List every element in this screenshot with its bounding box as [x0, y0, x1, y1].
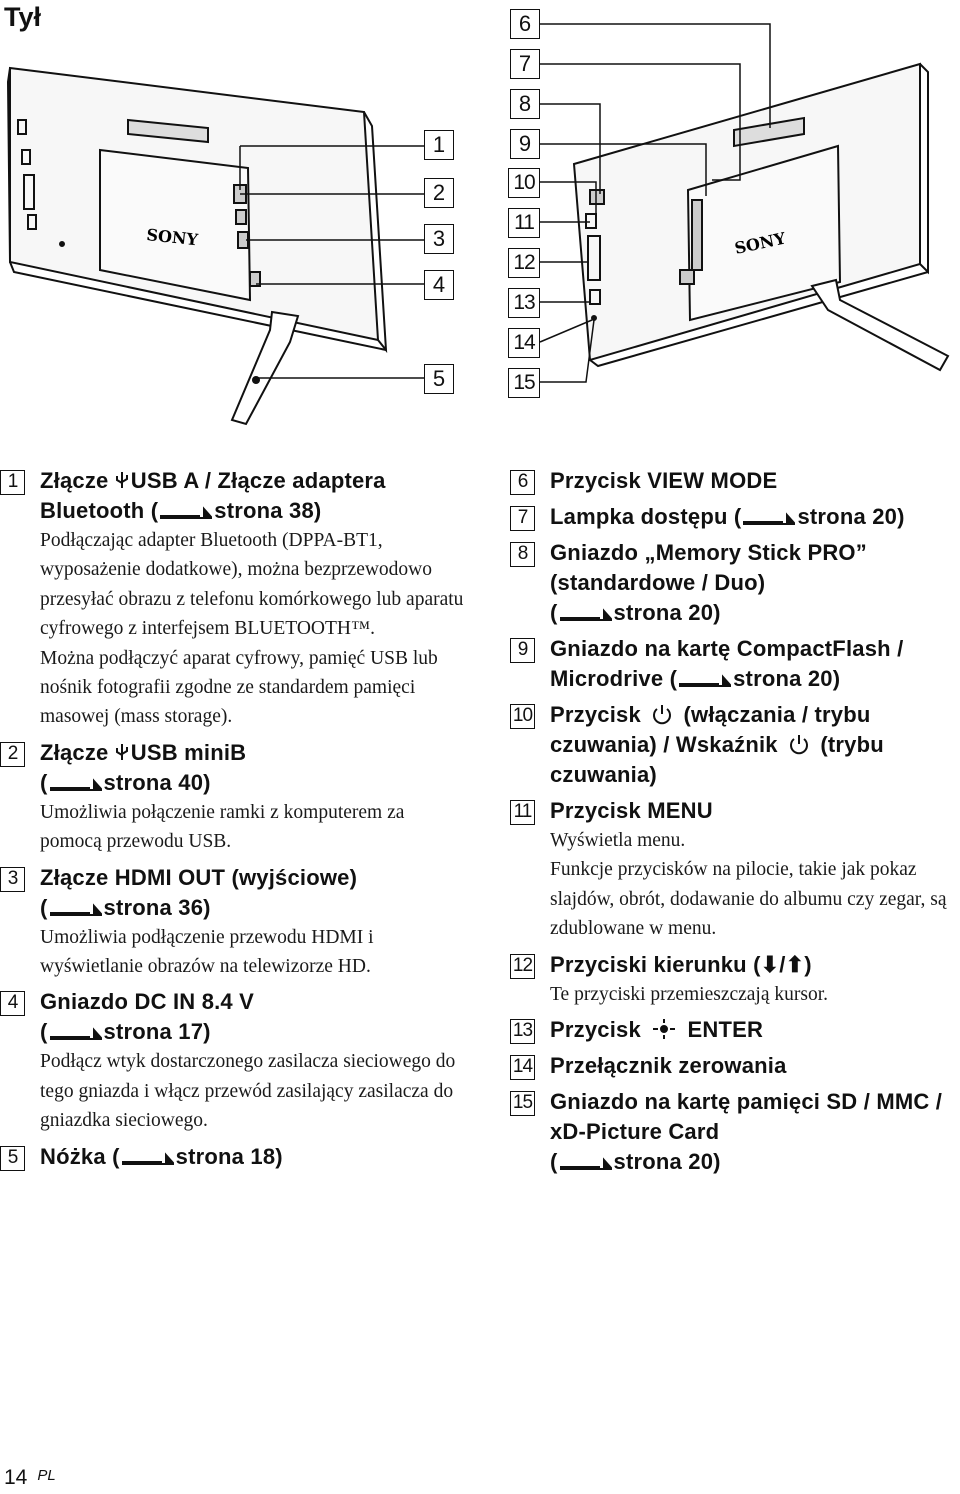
- callout-15: 15: [508, 368, 540, 398]
- page-reference-arrow-icon: [122, 1151, 174, 1165]
- rear-view-illustration: [0, 0, 960, 440]
- item-number: 14: [510, 1055, 535, 1080]
- item-number: 13: [510, 1019, 535, 1044]
- item-9: [510, 634, 960, 694]
- item-title: Gniazdo DC IN 8.4 V: [40, 989, 255, 1015]
- item-description: Wyświetla menu.: [550, 830, 686, 851]
- item-title: Przełącznik zerowania: [550, 1053, 787, 1079]
- page-reference-arrow-icon: [50, 1026, 102, 1040]
- callout-4: 4: [424, 270, 454, 300]
- item-title: Złącze HDMI OUT (wyjściowe): [40, 864, 358, 890]
- item-title: Gniazdo na kartę CompactFlash / Microdrive ( strona 20): [550, 636, 904, 691]
- item-13: [510, 1015, 960, 1045]
- page-footer: [4, 1466, 56, 1490]
- item-3: [0, 863, 470, 982]
- power-icon: [788, 733, 810, 755]
- page-number: 14: [4, 1466, 28, 1489]
- item-title-reference: ( strona 40): [40, 769, 211, 795]
- item-number: 7: [510, 506, 535, 531]
- usb-icon: [115, 470, 129, 490]
- item-title: Przycisk VIEW MODE: [550, 468, 778, 493]
- item-8: [510, 538, 960, 628]
- callout-7: 7: [510, 49, 540, 79]
- callout-3: 3: [424, 224, 454, 254]
- item-description: Funkcje przycisków na pilocie, takie jak pokaz slajdów, obrót, dodawanie do albumu czy zegar, są zdublowane w menu.: [550, 859, 947, 940]
- item-number: 5: [0, 1146, 25, 1171]
- callout-6: 6: [510, 9, 540, 39]
- callout-10: 10: [508, 168, 540, 198]
- item-description: Podłącz wtyk dostarczonego zasilacza sieciowego do tego gniazda i włącz przewód zasilający zasilacza do gniazdka sieciowego.: [40, 1051, 456, 1132]
- item-12: [510, 950, 960, 1009]
- item-number: 9: [510, 638, 535, 663]
- callout-2: 2: [424, 178, 454, 208]
- right-stand: [812, 280, 948, 370]
- item-number: 4: [0, 991, 25, 1016]
- item-description: Te przyciski przemieszczają kursor.: [550, 983, 829, 1005]
- enter-icon: [651, 1018, 677, 1040]
- page-reference-arrow-icon: [50, 902, 102, 916]
- callout-14: 14: [508, 328, 540, 358]
- page-reference-arrow-icon: [160, 505, 212, 519]
- item-number: 10: [510, 704, 535, 729]
- item-description: Podłączając adapter Bluetooth (DPPA-BT1, wyposażenie dodatkowe), można bezprzewodowo przesyłać obrazu z telefonu komórkowego lub aparatu cyfrowego z interfejsem BLUETOOTH™.: [40, 530, 464, 640]
- item-title: Przycisk MENU: [550, 798, 713, 823]
- item-title: Złącze USB A / Złącze adaptera Bluetooth ( strona 38): [40, 468, 386, 523]
- item-15: [510, 1087, 960, 1177]
- callout-9: 9: [510, 129, 540, 159]
- usb-icon: [115, 742, 129, 762]
- callout-5: 5: [424, 364, 454, 394]
- item-title: Przycisk (włączania / trybu czuwania) / Wskaźnik (trybu czuwania): [550, 702, 884, 787]
- item-number: 6: [510, 470, 535, 495]
- item-title-reference: ( strona 20): [550, 1149, 721, 1175]
- item-number: 15: [510, 1091, 535, 1116]
- item-5: [0, 1142, 470, 1172]
- item-title: Złącze USB miniB: [40, 739, 247, 765]
- item-number: 12: [510, 954, 535, 979]
- page-reference-arrow-icon: [560, 607, 612, 621]
- left-column: [0, 466, 470, 1172]
- item-title-reference: ( strona 17): [40, 1019, 211, 1045]
- left-stand: [232, 312, 298, 424]
- item-title: Gniazdo „Memory Stick PRO” (standardowe / Duo): [550, 540, 867, 595]
- item-description: Można podłączyć aparat cyfrowy, pamięć USB lub nośnik fotografii zgodne ze standardem pamięci masowej (mass storage).: [40, 647, 438, 728]
- page-reference-arrow-icon: [743, 511, 795, 525]
- page-reference-arrow-icon: [679, 673, 731, 687]
- item-description: Umożliwia podłączenie przewodu HDMI i wyświetlanie obrazów na telewizorze HD.: [40, 926, 374, 978]
- item-4: [0, 987, 470, 1135]
- callout-13: 13: [508, 288, 540, 318]
- item-14: [510, 1051, 960, 1081]
- item-title: Nóżka ( strona 18): [40, 1143, 283, 1169]
- item-title-reference: ( strona 20): [550, 600, 721, 625]
- frame-drawing: [0, 0, 960, 440]
- item-title: Lampka dostępu ( strona 20): [550, 504, 905, 529]
- item-number: 3: [0, 867, 25, 892]
- callout-11: 11: [508, 208, 540, 238]
- item-title: Przycisk ENTER: [550, 1017, 764, 1043]
- item-description: Umożliwia połączenie ramki z komputerem za pomocą przewodu USB.: [40, 801, 405, 853]
- right-sony-logo: SONY: [732, 228, 788, 258]
- item-2: [0, 738, 470, 857]
- item-number: 8: [510, 542, 535, 567]
- page-reference-arrow-icon: [50, 777, 102, 791]
- callout-8: 8: [510, 89, 540, 119]
- item-11: [510, 796, 960, 944]
- item-7: [510, 502, 960, 532]
- item-number: 11: [510, 800, 535, 825]
- page-reference-arrow-icon: [560, 1156, 612, 1170]
- left-sony-logo: SONY: [145, 225, 199, 250]
- callout-12: 12: [508, 248, 540, 278]
- right-column: [510, 466, 960, 1177]
- direction-arrows: ⬇/⬆: [760, 951, 805, 977]
- item-number: 2: [0, 742, 25, 767]
- page-heading: Tył: [4, 2, 42, 32]
- language-code: PL: [37, 1467, 56, 1484]
- item-title: Przyciski kierunku (⬇/⬆): [550, 951, 812, 977]
- item-title: Gniazdo na kartę pamięci SD / MMC / xD-Picture Card: [550, 1089, 943, 1145]
- power-icon: [651, 703, 673, 725]
- item-1: [0, 466, 470, 732]
- item-number: 1: [0, 470, 25, 495]
- item-6: [510, 466, 960, 496]
- item-title-reference: ( strona 36): [40, 894, 211, 920]
- callout-1: 1: [424, 130, 454, 160]
- item-10: [510, 700, 960, 790]
